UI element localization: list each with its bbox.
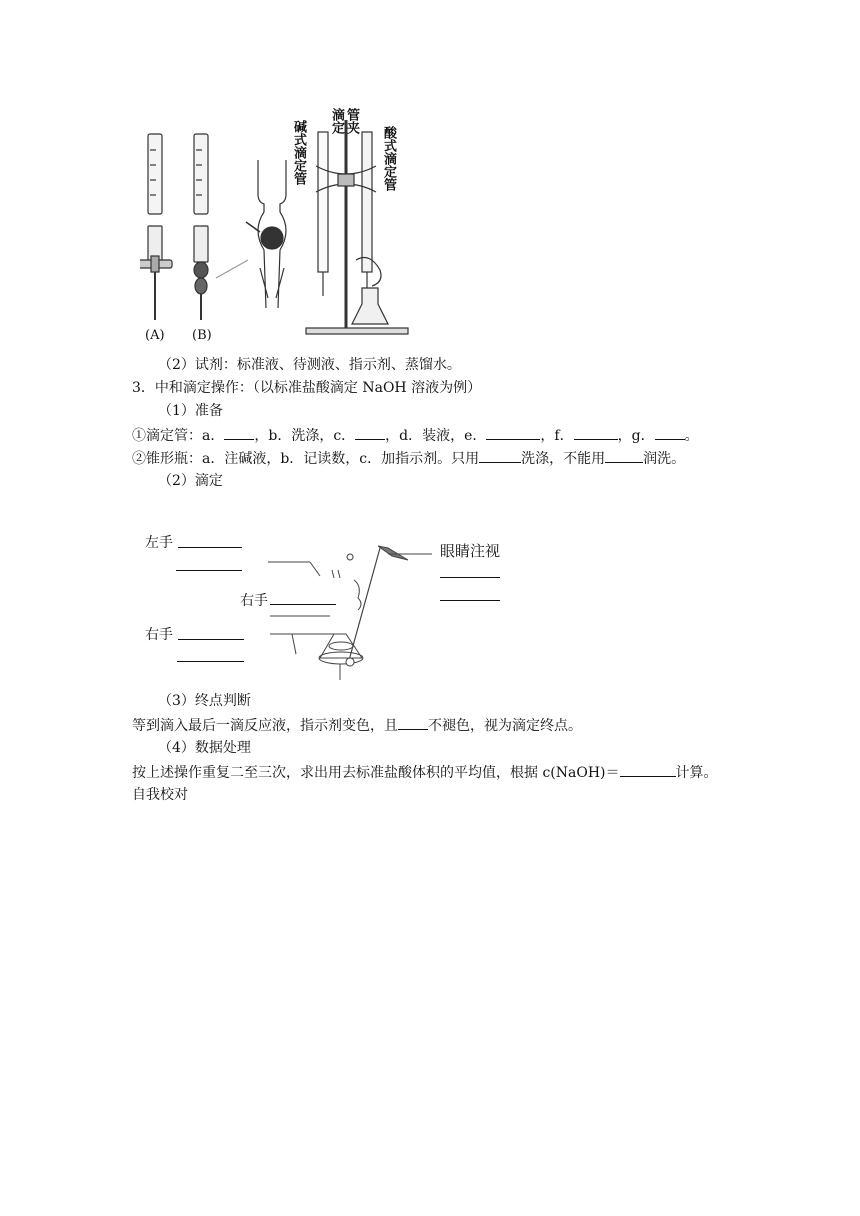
label-base-burette: 碱式滴定管 — [291, 120, 306, 185]
label-burette-clamp: 滴定 管夹 — [329, 108, 359, 134]
left-hand-blank-1 — [178, 547, 242, 548]
label-burette-b: (B) — [192, 328, 212, 343]
data-processing-heading: （4）数据处理 — [158, 740, 251, 756]
label-right-hand-small: 右手 — [240, 593, 268, 609]
burette-figure — [140, 110, 412, 350]
flask-steps-line: ②锥形瓶：a．注碱液，b．记读数，c．加指示剂。只用 洗涤，不能用 润洗。 — [132, 451, 686, 467]
eyes-blank-1 — [440, 577, 500, 578]
prep-heading: （1）准备 — [158, 403, 223, 419]
endpoint-text: 等到滴入最后一滴反应液，指示剂变色，且 不褪色，视为滴定终点。 — [132, 718, 582, 734]
label-right-hand: 右手 — [145, 627, 173, 643]
data-processing-text: 按上述操作重复二至三次，求出用去标准盐酸体积的平均值，根据 c(NaOH)＝ 计算。 — [132, 765, 718, 781]
burette-steps-line: ①滴定管：a． ，b．洗涤，c． ，d．装液，e． ，f． ，g． 。 — [132, 428, 699, 444]
label-eyes: 眼睛注视 — [440, 542, 501, 560]
right-hand-blank-1 — [178, 639, 244, 640]
label-burette-a: (A) — [145, 328, 165, 343]
titration-figure — [262, 518, 434, 684]
right-hand-blank-2 — [177, 661, 244, 662]
eyes-blank-2 — [440, 600, 500, 601]
label-acid-burette: 酸式滴定管 — [381, 126, 396, 191]
self-check-heading: 自我校对 — [132, 787, 188, 803]
section-3-heading: 3．中和滴定操作：（以标准盐酸滴定 NaOH 溶液为例） — [132, 380, 482, 396]
titrate-heading: （2）滴定 — [158, 473, 223, 489]
reagents-line: （2）试剂：标准液、待测液、指示剂、蒸馏水。 — [158, 357, 461, 373]
label-left-hand: 左手 — [145, 535, 173, 551]
left-hand-blank-2 — [176, 570, 242, 571]
endpoint-heading: （3）终点判断 — [158, 693, 251, 709]
